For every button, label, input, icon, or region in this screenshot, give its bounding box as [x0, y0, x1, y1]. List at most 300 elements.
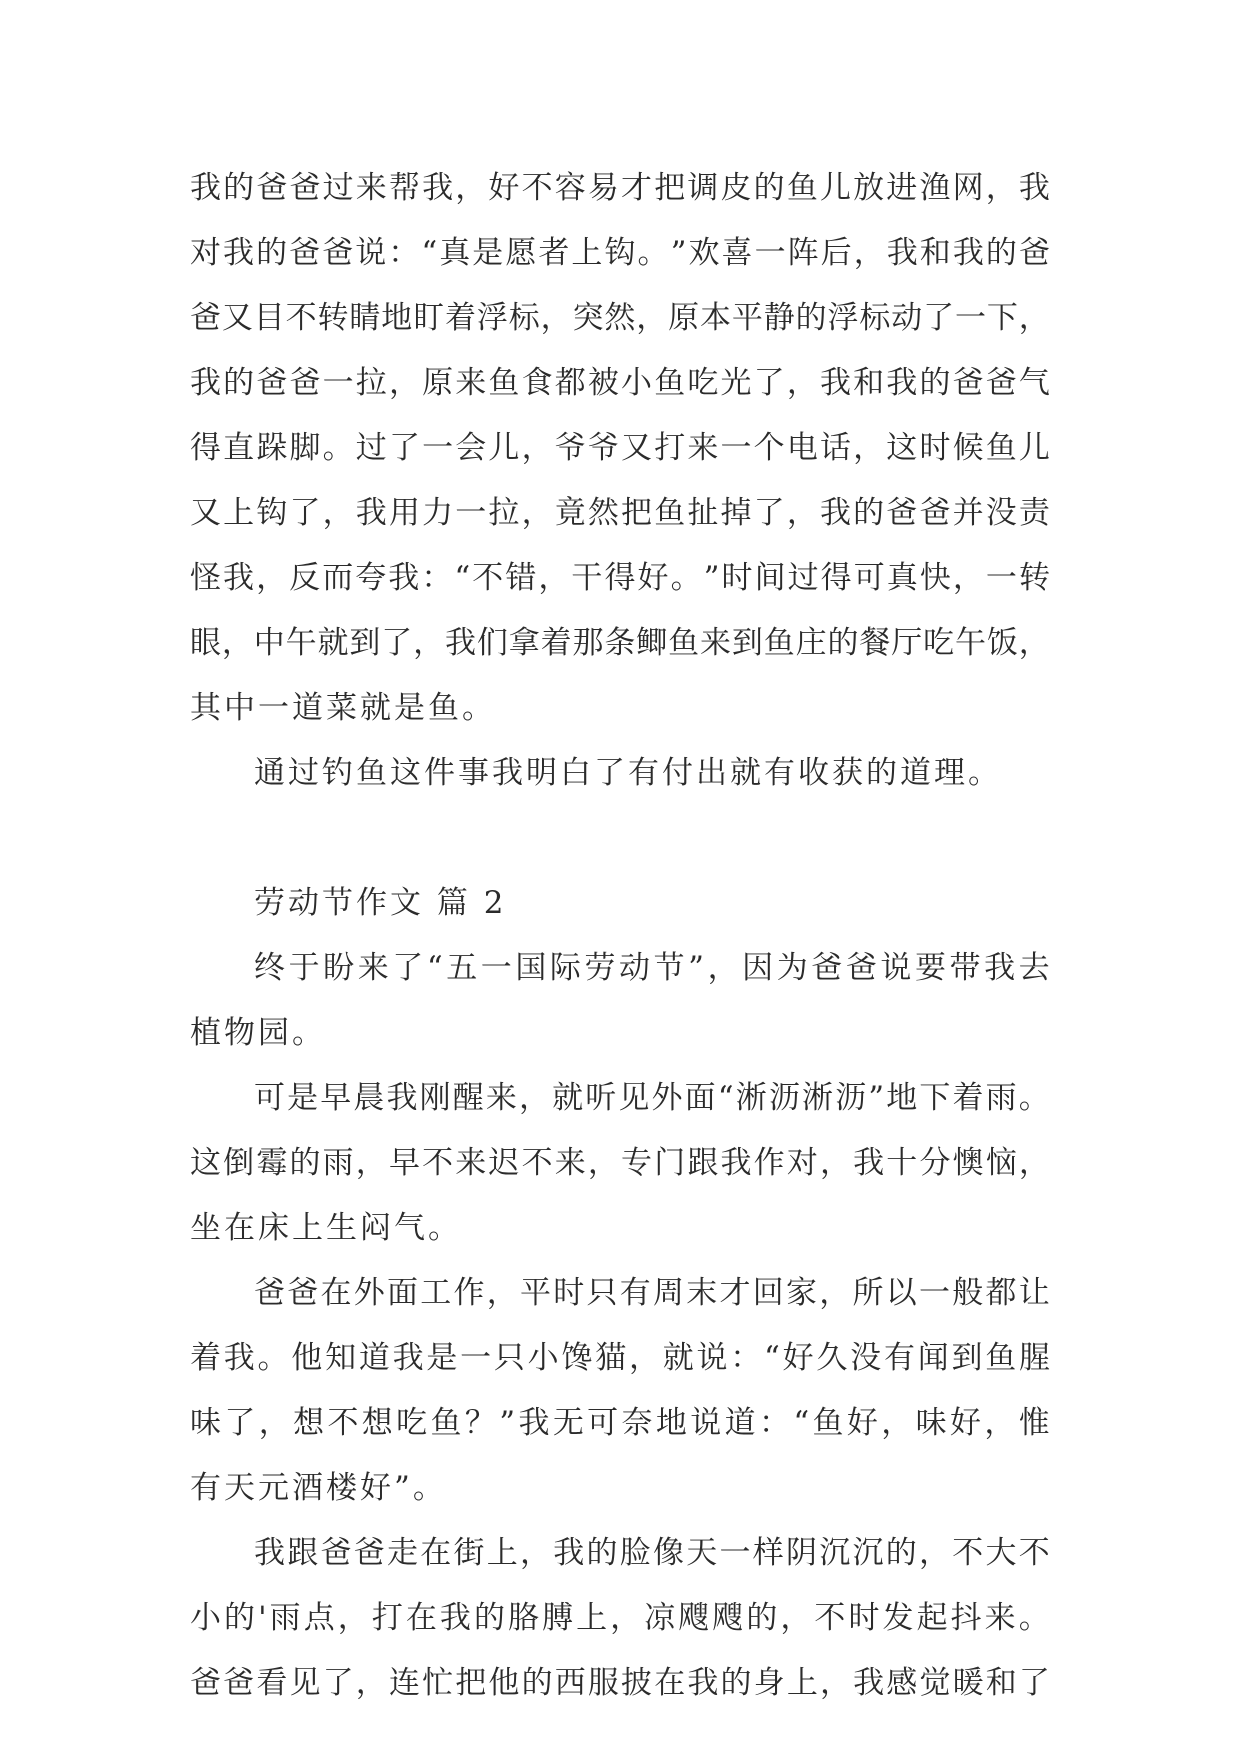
glyph: 披 — [621, 1665, 653, 1701]
glyph: ： — [421, 560, 453, 596]
glyph: 睛 — [349, 300, 381, 336]
glyph: 暖 — [952, 1665, 984, 1701]
glyph: 又 — [221, 300, 253, 336]
glyph: 的 — [746, 1600, 778, 1636]
glyph: 的 — [256, 235, 288, 271]
glyph: 我 — [388, 560, 420, 596]
glyph: 皮 — [720, 170, 752, 206]
glyph: 来 — [554, 1145, 586, 1181]
glyph: 终 — [254, 950, 285, 986]
glyph: 了 — [1018, 1665, 1050, 1701]
glyph: 可 — [853, 560, 885, 596]
glyph: 直 — [223, 430, 255, 466]
glyph: 着 — [540, 625, 572, 661]
glyph: 身 — [753, 1665, 785, 1701]
glyph: 看 — [256, 1665, 288, 1701]
glyph: 快 — [919, 560, 951, 596]
glyph: 道 — [358, 1340, 390, 1376]
glyph: ， — [355, 1145, 387, 1181]
glyph: ， — [819, 1145, 851, 1181]
glyph: ， — [455, 170, 487, 206]
glyph: 。 — [322, 430, 354, 466]
glyph: ， — [881, 1405, 913, 1441]
paragraph-line — [190, 1403, 1050, 1443]
glyph: 沥 — [835, 1080, 867, 1116]
glyph: 气 — [1018, 365, 1050, 401]
glyph: ” — [868, 1080, 885, 1116]
paragraph-line — [254, 753, 1050, 793]
glyph: 早 — [320, 1080, 352, 1116]
glyph: 国 — [515, 950, 547, 986]
glyph: 淅 — [801, 1080, 833, 1116]
glyph: 地 — [381, 300, 413, 336]
glyph: 来 — [355, 170, 387, 206]
glyph: 爸 — [322, 235, 354, 271]
glyph: 动 — [619, 950, 651, 986]
glyph: 用 — [388, 495, 420, 531]
paragraph-line — [190, 1468, 1050, 1508]
glyph: 时 — [919, 430, 951, 466]
glyph: 。 — [637, 235, 669, 271]
glyph: 的 — [985, 235, 1017, 271]
glyph: 味 — [915, 1405, 947, 1441]
glyph: 过 — [322, 170, 354, 206]
glyph: 爸 — [353, 1535, 385, 1571]
glyph: 去 — [1018, 950, 1050, 986]
glyph: 来 — [455, 1145, 487, 1181]
glyph: ， — [610, 1600, 642, 1636]
glyph: 不 — [814, 1600, 846, 1636]
glyph: 他 — [488, 1665, 520, 1701]
glyph: 钩 — [604, 235, 636, 271]
glyph: 我 — [223, 235, 255, 271]
glyph: 我 — [254, 1535, 285, 1571]
glyph: 外 — [353, 1275, 385, 1311]
glyph: 扯 — [687, 495, 719, 531]
glyph: 一 — [455, 495, 487, 531]
glyph: 阴 — [786, 1535, 817, 1571]
glyph: 鱼 — [812, 1405, 844, 1441]
glyph: 上 — [571, 235, 603, 271]
glyph: 好 — [846, 1405, 878, 1441]
glyph: 跟 — [687, 1145, 719, 1181]
glyph: 我 — [720, 1145, 752, 1181]
glyph: 雨 — [985, 1080, 1017, 1116]
glyph: 有 — [883, 1340, 915, 1376]
glyph: 的 — [473, 1600, 505, 1636]
glyph: ” — [670, 235, 687, 271]
glyph: 进 — [886, 170, 918, 206]
glyph: 得 — [190, 430, 221, 466]
glyph: 又 — [190, 495, 221, 531]
glyph: 这 — [886, 430, 918, 466]
glyph: 过 — [787, 560, 819, 596]
glyph: 我 — [819, 365, 851, 401]
glyph: 服 — [587, 1665, 619, 1701]
glyph: 天 — [686, 1535, 718, 1571]
glyph: ， — [707, 950, 739, 986]
glyph: 打 — [654, 430, 686, 466]
glyph: 易 — [587, 170, 619, 206]
glyph: 我 — [439, 1600, 471, 1636]
glyph: 说 — [355, 235, 387, 271]
glyph: 上 — [486, 1535, 518, 1571]
glyph: 可 — [587, 1405, 619, 1441]
glyph: 一 — [955, 300, 986, 336]
paragraph-line — [190, 428, 1050, 468]
glyph: 条 — [604, 625, 636, 661]
glyph: 了 — [753, 495, 785, 531]
glyph: 在 — [420, 1535, 452, 1571]
glyph: 倒 — [223, 1145, 255, 1181]
glyph: 爸 — [223, 1665, 255, 1701]
glyph: 目 — [253, 300, 285, 336]
glyph: 平 — [731, 300, 763, 336]
glyph: 我 — [853, 1665, 885, 1701]
glyph: 这 — [190, 1145, 221, 1181]
glyph: 把 — [654, 170, 686, 206]
glyph: 有 — [619, 1275, 651, 1311]
glyph: 儿 — [1018, 430, 1050, 466]
glyph: 帮 — [388, 170, 420, 206]
glyph: 。 — [1018, 1080, 1050, 1116]
glyph: 上 — [223, 495, 255, 531]
glyph: 飕 — [712, 1600, 744, 1636]
glyph: 然 — [587, 495, 619, 531]
glyph: 一 — [322, 365, 354, 401]
glyph: 都 — [554, 365, 586, 401]
glyph: 时 — [553, 1275, 585, 1311]
glyph: 盼 — [323, 950, 355, 986]
glyph: ， — [985, 170, 1017, 206]
glyph: 的 — [224, 1600, 256, 1636]
glyph: 是 — [287, 1080, 319, 1116]
glyph: ， — [521, 430, 553, 466]
glyph: 带 — [949, 950, 981, 986]
line-text: 有天元酒楼好”。 — [190, 1470, 447, 1506]
glyph: “ — [426, 950, 443, 986]
glyph: ， — [636, 300, 668, 336]
paragraph-line — [190, 1598, 1050, 1638]
glyph: 我 — [392, 1340, 424, 1376]
glyph: 飕 — [678, 1600, 710, 1636]
glyph: 鱼 — [488, 365, 520, 401]
glyph: 了 — [923, 300, 955, 336]
line-text: 劳动节作文 篇 2 — [254, 885, 507, 921]
glyph: 家 — [786, 1275, 817, 1311]
glyph: 走 — [387, 1535, 418, 1571]
glyph: 跟 — [287, 1535, 319, 1571]
line-text: 植物园。 — [190, 1015, 326, 1051]
glyph: 着 — [190, 1340, 221, 1376]
glyph: 儿 — [819, 170, 851, 206]
glyph: 吃 — [396, 1405, 428, 1441]
glyph: 时 — [721, 560, 753, 596]
glyph: ： — [758, 1405, 790, 1441]
glyph: 盯 — [413, 300, 445, 336]
glyph: 爸 — [811, 950, 843, 986]
glyph: 周 — [653, 1275, 684, 1311]
glyph: 的 — [753, 170, 785, 206]
glyph: 回 — [752, 1275, 784, 1311]
glyph: 着 — [952, 1080, 984, 1116]
glyph: 午 — [285, 625, 317, 661]
glyph: ， — [538, 560, 570, 596]
line-text: 通过钓鱼这件事我明白了有付出就有收获的道理。 — [254, 755, 1002, 791]
glyph: 不 — [472, 560, 504, 596]
glyph: 把 — [455, 1665, 487, 1701]
glyph: 作 — [453, 1275, 485, 1311]
glyph: 作 — [753, 1145, 785, 1181]
glyph: 的 — [223, 365, 255, 401]
glyph: 转 — [1018, 560, 1050, 596]
glyph: 说 — [690, 1405, 722, 1441]
glyph: 着 — [445, 300, 476, 336]
glyph: 光 — [720, 365, 752, 401]
glyph: 是 — [426, 1340, 458, 1376]
glyph: ， — [258, 1405, 290, 1441]
glyph: 的 — [720, 1665, 752, 1701]
glyph: 爷 — [587, 430, 619, 466]
glyph: ， — [786, 495, 818, 531]
glyph: ， — [221, 625, 253, 661]
glyph: 就 — [552, 1080, 584, 1116]
glyph: 一 — [720, 430, 752, 466]
glyph: ， — [628, 1340, 660, 1376]
glyph: 了 — [224, 1405, 256, 1441]
paragraph-line — [190, 298, 1050, 338]
glyph: 不 — [1018, 1535, 1050, 1571]
glyph: 才 — [719, 1275, 751, 1311]
glyph: 说 — [880, 950, 912, 986]
glyph: 和 — [919, 235, 951, 271]
glyph: 可 — [254, 1080, 285, 1116]
glyph: ， — [853, 235, 885, 271]
glyph: 渔 — [919, 170, 951, 206]
glyph: 惟 — [1018, 1405, 1050, 1441]
glyph: 想 — [293, 1405, 325, 1441]
glyph: 爸 — [985, 365, 1017, 401]
glyph: 上 — [786, 1665, 818, 1701]
glyph: 无 — [552, 1405, 584, 1441]
glyph: 小 — [527, 1340, 559, 1376]
glyph: ， — [519, 1080, 550, 1116]
glyph: 爸 — [254, 1275, 285, 1311]
glyph: 鱼 — [668, 625, 700, 661]
glyph: 般 — [952, 1275, 984, 1311]
glyph: 在 — [405, 1600, 437, 1636]
glyph: 爸 — [845, 950, 877, 986]
glyph: 怪 — [190, 560, 221, 596]
glyph: 鲫 — [636, 625, 668, 661]
glyph: 好 — [782, 1340, 814, 1376]
glyph: 时 — [848, 1600, 880, 1636]
glyph: 脚 — [289, 430, 321, 466]
glyph: 一 — [460, 1340, 492, 1376]
glyph: ， — [256, 560, 288, 596]
paragraph-line — [254, 1078, 1050, 1118]
glyph: 而 — [322, 560, 354, 596]
glyph: 来 — [455, 365, 487, 401]
paragraph-line — [190, 233, 1050, 273]
glyph: 被 — [587, 365, 619, 401]
glyph: 听 — [585, 1080, 617, 1116]
glyph: 我 — [687, 1665, 719, 1701]
glyph: 爸 — [289, 365, 321, 401]
glyph: 知 — [325, 1340, 357, 1376]
glyph: 他 — [291, 1340, 323, 1376]
glyph: 淅 — [735, 1080, 767, 1116]
glyph: ， — [952, 560, 984, 596]
glyph: 际 — [549, 950, 581, 986]
glyph: 真 — [439, 235, 471, 271]
glyph: 到 — [349, 625, 381, 661]
glyph: 迟 — [488, 1145, 520, 1181]
glyph: 间 — [754, 560, 786, 596]
glyph: 面 — [684, 1080, 716, 1116]
glyph: 。 — [670, 560, 702, 596]
glyph: 忙 — [422, 1665, 454, 1701]
glyph: 放 — [853, 170, 885, 206]
glyph: 鱼 — [985, 430, 1017, 466]
glyph: 动 — [891, 300, 923, 336]
glyph: 鱼 — [763, 625, 795, 661]
glyph: ， — [919, 1535, 950, 1571]
glyph: 后 — [820, 235, 852, 271]
glyph: 一 — [422, 430, 454, 466]
glyph: 得 — [604, 560, 636, 596]
glyph: 觉 — [919, 1665, 951, 1701]
glyph: 不 — [422, 1145, 454, 1181]
glyph: 节 — [653, 950, 685, 986]
glyph: 爸 — [952, 365, 984, 401]
glyph: 没 — [850, 1340, 882, 1376]
glyph: 喜 — [721, 235, 753, 271]
glyph: 打 — [371, 1600, 403, 1636]
glyph: 午 — [955, 625, 986, 661]
glyph: 容 — [554, 170, 586, 206]
glyph: 于 — [288, 950, 320, 986]
glyph: 竟 — [554, 495, 586, 531]
glyph: 了 — [753, 365, 785, 401]
glyph: 鱼 — [430, 1405, 462, 1441]
paragraph-line — [254, 1273, 1050, 1313]
glyph: 鱼 — [654, 495, 686, 531]
glyph: 道 — [724, 1405, 756, 1441]
glyph: 专 — [621, 1145, 653, 1181]
glyph: 门 — [654, 1145, 686, 1181]
glyph: 爸 — [919, 495, 951, 531]
glyph: 爸 — [190, 300, 221, 336]
glyph: ？ — [464, 1405, 496, 1441]
glyph: 们 — [476, 625, 508, 661]
glyph: 者 — [538, 235, 570, 271]
glyph: 调 — [687, 170, 719, 206]
glyph: 爸 — [320, 1535, 352, 1571]
glyph: 猫 — [595, 1340, 627, 1376]
glyph: 我 — [518, 1405, 550, 1441]
glyph: ， — [521, 495, 553, 531]
glyph: ， — [819, 1665, 851, 1701]
glyph: 沥 — [768, 1080, 800, 1116]
glyph: 和 — [853, 365, 885, 401]
glyph: ， — [1018, 1145, 1050, 1181]
glyph: ” — [688, 950, 705, 986]
glyph: 来 — [357, 950, 389, 986]
glyph: 一 — [919, 1275, 950, 1311]
glyph: 我 — [223, 560, 255, 596]
glyph: 了 — [322, 1665, 354, 1701]
glyph: ， — [780, 1600, 812, 1636]
glyph: 浮 — [476, 300, 508, 336]
paragraph-line — [190, 1208, 1050, 1248]
glyph: 霉 — [256, 1145, 288, 1181]
glyph: 雨 — [322, 1145, 354, 1181]
glyph: ， — [819, 1275, 851, 1311]
glyph: “ — [454, 560, 471, 596]
glyph: 爸 — [287, 1275, 319, 1311]
glyph: 沉 — [819, 1535, 851, 1571]
glyph: 刚 — [419, 1080, 451, 1116]
glyph: 餐 — [859, 625, 891, 661]
glyph: 在 — [654, 1665, 686, 1701]
glyph: 我 — [422, 170, 454, 206]
glyph: 拉 — [355, 365, 387, 401]
glyph: 见 — [289, 1665, 321, 1701]
glyph: ” — [499, 1405, 516, 1441]
glyph: 凉 — [644, 1600, 676, 1636]
glyph: 膊 — [542, 1600, 574, 1636]
glyph: 懊 — [952, 1145, 984, 1181]
glyph: 中 — [253, 625, 285, 661]
glyph: 爸 — [289, 170, 321, 206]
glyph: 钩 — [256, 495, 288, 531]
glyph: 我 — [886, 365, 918, 401]
glyph: 。 — [1018, 1600, 1050, 1636]
paragraph-line — [190, 623, 1050, 663]
glyph: 我 — [223, 1340, 255, 1376]
glyph: 才 — [621, 170, 653, 206]
paragraph-line — [190, 363, 1050, 403]
glyph: 爸 — [256, 365, 288, 401]
glyph: 好 — [637, 560, 669, 596]
glyph: 责 — [1018, 495, 1050, 531]
glyph: 到 — [951, 1340, 983, 1376]
glyph: 鱼 — [654, 365, 686, 401]
glyph: 会 — [455, 430, 487, 466]
glyph: 晨 — [353, 1080, 385, 1116]
glyph: 地 — [886, 1080, 918, 1116]
paragraph-line — [254, 1533, 1050, 1573]
glyph: ， — [520, 1535, 551, 1571]
glyph: 了 — [381, 625, 413, 661]
glyph: 阵 — [787, 235, 819, 271]
glyph: 我 — [853, 1145, 885, 1181]
glyph: 话 — [819, 430, 851, 466]
glyph: 和 — [985, 1665, 1017, 1701]
glyph: 上 — [576, 1600, 608, 1636]
glyph: 的 — [223, 170, 255, 206]
glyph: 一 — [719, 1535, 751, 1571]
glyph: “ — [793, 1405, 810, 1441]
glyph: 久 — [816, 1340, 848, 1376]
glyph: 平 — [520, 1275, 551, 1311]
glyph: 街 — [453, 1535, 485, 1571]
glyph: “ — [764, 1340, 780, 1376]
glyph: 力 — [422, 495, 454, 531]
glyph: 饭 — [986, 625, 1018, 661]
glyph: 所 — [852, 1275, 884, 1311]
